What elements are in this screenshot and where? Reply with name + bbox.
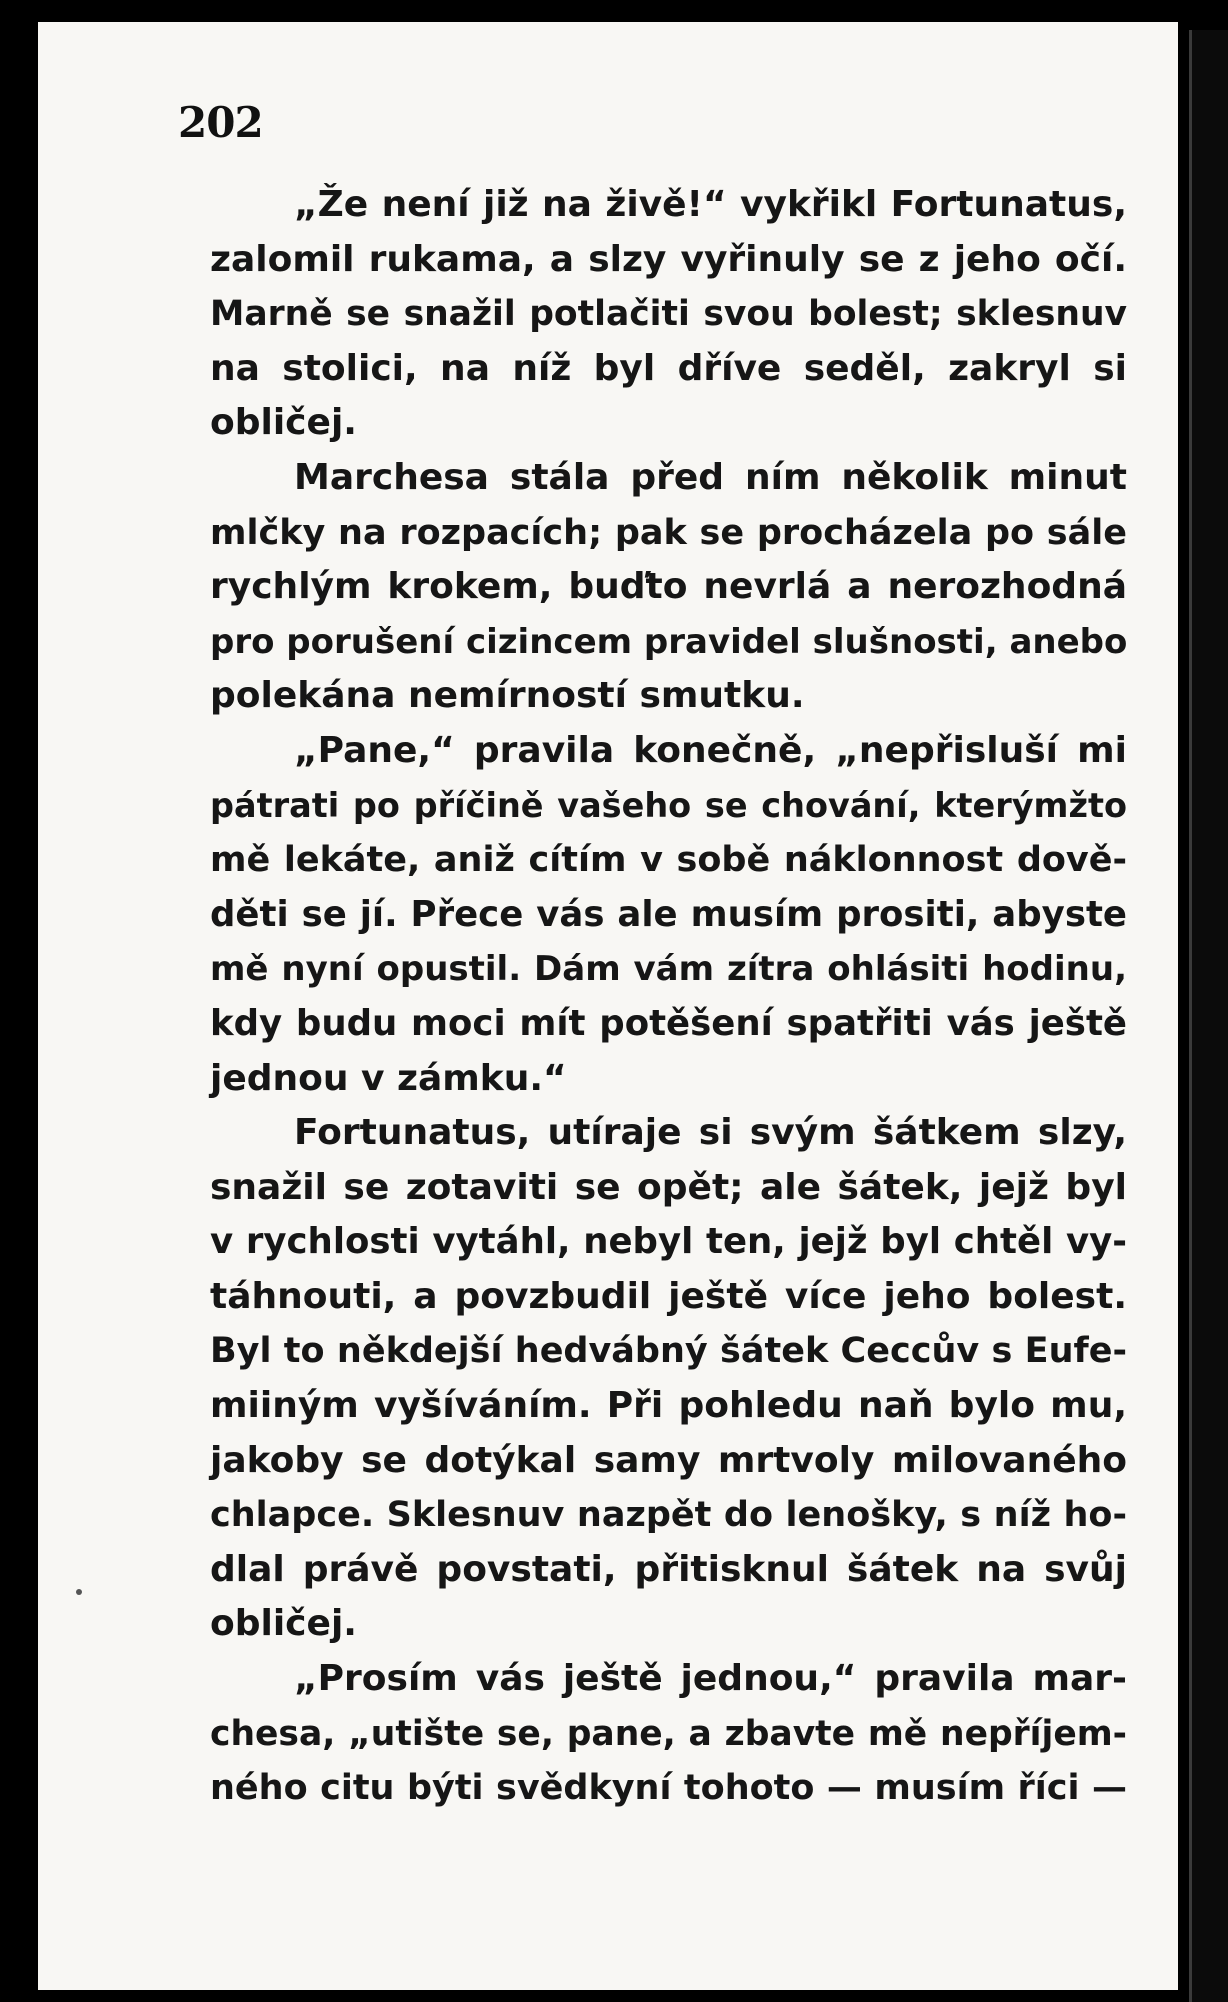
text-line: obličej. — [210, 1603, 357, 1645]
text-line: Byl to někdejší hedvábný šátek Ceccův s Eufe- — [210, 1331, 1127, 1372]
text-line: mě nyní opustil. Dám vám zítra ohlásiti hodinu, — [210, 949, 1127, 990]
text-line: na stolici, na níž byl dříve seděl, zakryl si — [210, 347, 1127, 389]
text-line: mlčky na rozpacích; pak se procházela po sále — [210, 512, 1127, 553]
text-line: „Prosím vás ještě jednou,“ pravila mar- — [294, 1658, 1127, 1700]
text-line: jednou v zámku.“ — [210, 1057, 567, 1099]
text-line: kdy budu moci mít potěšení spatřiti vás ještě — [210, 1002, 1127, 1044]
paper-speck — [76, 1589, 82, 1595]
book-page — [38, 22, 1178, 1990]
text-line: ného citu býti svědkyní tohoto — musím říci — — [210, 1768, 1127, 1809]
text-line: „Že není již na živě!“ vykřikl Fortunatus, — [294, 184, 1127, 225]
text-line: mě lekáte, aniž cítím v sobě náklonnost dově- — [210, 840, 1127, 881]
text-line: pátrati po příčině vašeho se chování, kterýmžto — [210, 785, 1127, 825]
text-line: dlal právě povstati, přitisknul šátek na svůj — [210, 1548, 1127, 1590]
text-line: obličej. — [210, 402, 357, 444]
text-line: chesa, „utište se, pane, a zbavte mě nepříjem- — [210, 1713, 1127, 1754]
text-line: rychlým krokem, buďto nevrlá a nerozhodná — [210, 566, 1127, 608]
page-edge-shadow — [1189, 30, 1228, 2002]
body-text — [210, 178, 1127, 1816]
page-number: 202 — [178, 98, 263, 147]
text-line: chlapce. Sklesnuv nazpět do lenošky, s níž ho- — [210, 1495, 1127, 1536]
text-line: Marně se snažil potlačiti svou bolest; sklesnuv — [210, 294, 1127, 335]
text-line: děti se jí. Přece vás ale musím prositi, abyste — [210, 893, 1127, 935]
text-line: Fortunatus, utíraje si svým šátkem slzy, — [294, 1112, 1127, 1154]
text-line: táhnouti, a povzbudil ještě více jeho bolest. — [210, 1275, 1127, 1317]
text-line: „Pane,“ pravila konečně, „nepřisluší mi — [294, 729, 1127, 771]
text-line: v rychlosti vytáhl, nebyl ten, jejž byl chtěl vy- — [210, 1221, 1127, 1263]
text-line: miiným vyšíváním. Při pohledu naň bylo mu, — [210, 1385, 1127, 1427]
text-line: pro porušení cizincem pravidel slušnosti, anebo — [210, 621, 1128, 662]
text-line: jakoby se dotýkal samy mrtvoly milovaného — [210, 1439, 1127, 1481]
text-line: polekána nemírností smutku. — [210, 675, 805, 717]
text-line: Marchesa stála před ním několik minut — [294, 456, 1127, 498]
text-line: zalomil rukama, a slzy vyřinuly se z jeho očí. — [210, 238, 1127, 280]
text-line: snažil se zotaviti se opět; ale šátek, jejž byl — [210, 1166, 1127, 1208]
